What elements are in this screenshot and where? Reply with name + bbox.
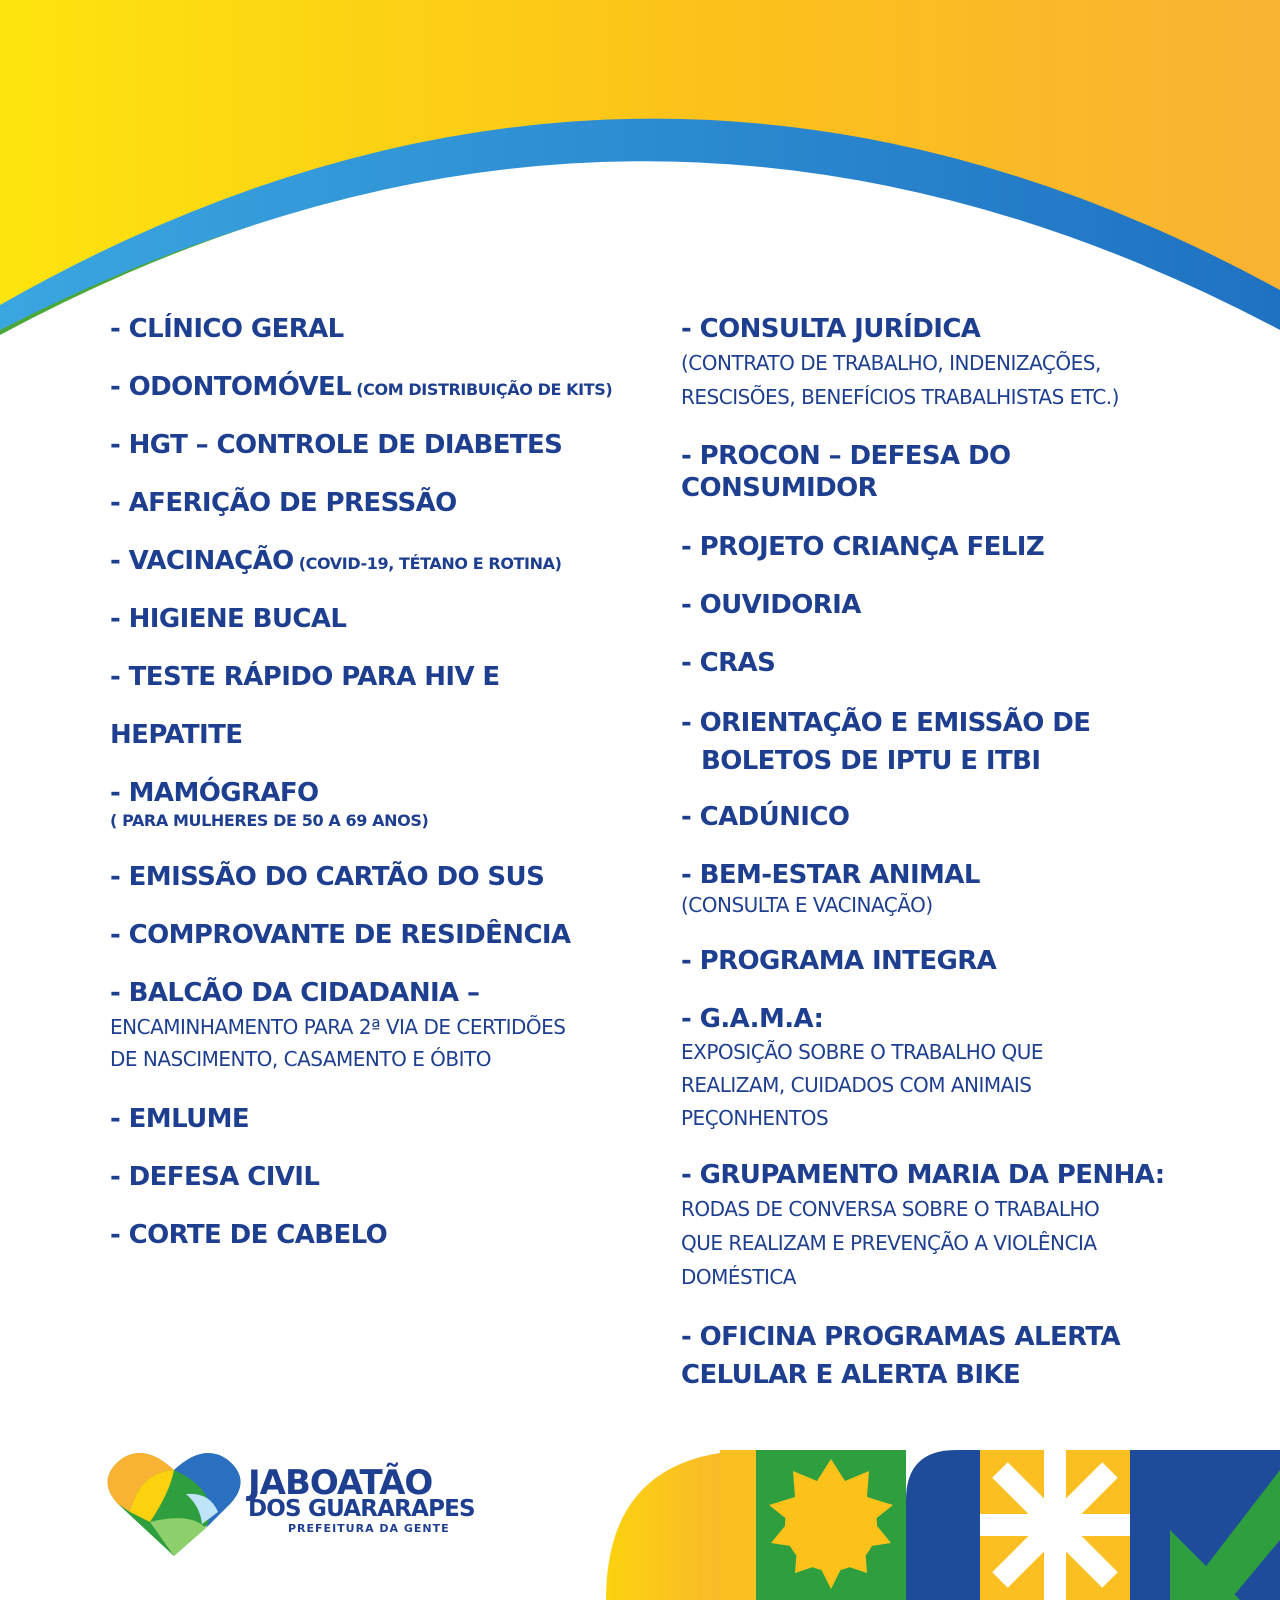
list-item — [110, 1218, 650, 1276]
item-title: - ORIENTAÇÃO E EMISSÃO DE — [681, 708, 1091, 738]
item-description: RODAS DE CONVERSA SOBRE O TRABALHO — [681, 1197, 1100, 1221]
list-item — [110, 370, 650, 428]
item-title: - CONSULTA JURÍDICA — [681, 314, 981, 344]
item-title: - G.A.M.A: — [681, 1004, 824, 1034]
item-description: QUE REALIZAM E PREVENÇÃO A VIOLÊNCIA — [681, 1231, 1097, 1255]
item-title: - BALCÃO DA CIDADANIA – — [110, 978, 480, 1008]
item-description: (CONTRATO DE TRABALHO, INDENIZAÇÕES, — [681, 351, 1101, 375]
list-item — [681, 944, 1201, 1002]
list-item — [110, 1102, 650, 1160]
list-item — [681, 1158, 1201, 1318]
list-item — [110, 486, 650, 544]
list-item — [681, 1002, 1201, 1158]
list-item — [110, 428, 650, 486]
item-note: (COVID-19, TÉTANO E ROTINA) — [298, 554, 562, 573]
item-description: (CONSULTA E VACINAÇÃO) — [681, 893, 933, 917]
item-title: BOLETOS DE IPTU E ITBI — [701, 746, 1041, 776]
list-item — [110, 776, 650, 860]
item-title: - CORTE DE CABELO — [110, 1220, 388, 1250]
list-item — [110, 1160, 650, 1218]
item-title: - DEFESA CIVIL — [110, 1162, 320, 1192]
list-item — [681, 588, 1201, 646]
item-title: - AFERIÇÃO DE PRESSÃO — [110, 488, 457, 518]
item-title: - HGT – CONTROLE DE DIABETES — [110, 430, 563, 460]
item-title: - COMPROVANTE DE RESIDÊNCIA — [110, 920, 571, 950]
item-description: DE NASCIMENTO, CASAMENTO E ÓBITO — [110, 1047, 492, 1071]
list-item — [110, 918, 650, 976]
list-item — [110, 312, 650, 370]
logo-name-line2: DOS GUARARAPES — [248, 1496, 475, 1522]
logo-name-line1: JABOATÃO — [248, 1463, 433, 1503]
list-item — [110, 860, 650, 918]
item-note: (COM DISTRIBUIÇÃO DE KITS) — [356, 380, 613, 399]
left-services-column — [110, 312, 650, 1276]
item-description: DOMÉSTICA — [681, 1265, 796, 1289]
item-title: - VACINAÇÃO — [110, 546, 294, 576]
city-logo-wordmark — [248, 1463, 475, 1535]
item-description: RESCISÕES, BENEFÍCIOS TRABALHISTAS ETC.) — [681, 385, 1119, 409]
item-description: PEÇONHENTOS — [681, 1106, 829, 1130]
list-item — [681, 530, 1201, 588]
item-title: - PROGRAMA INTEGRA — [681, 946, 997, 976]
list-item — [681, 858, 1201, 944]
item-title: - TESTE RÁPIDO PARA HIV E — [110, 662, 500, 692]
list-item — [681, 800, 1201, 858]
item-title: HEPATITE — [110, 720, 243, 750]
item-title: - CRAS — [681, 648, 776, 678]
item-title: - HIGIENE BUCAL — [110, 604, 347, 634]
item-title: CELULAR E ALERTA BIKE — [681, 1360, 1021, 1390]
list-item — [110, 660, 650, 718]
item-title: - EMISSÃO DO CARTÃO DO SUS — [110, 862, 545, 892]
list-item — [681, 440, 1201, 530]
list-item — [110, 602, 650, 660]
item-note: ( PARA MULHERES DE 50 A 69 ANOS) — [110, 811, 429, 830]
item-description: REALIZAM, CUIDADOS COM ANIMAIS — [681, 1073, 1032, 1097]
item-title: - ODONTOMÓVEL — [110, 372, 352, 402]
list-item — [681, 646, 1201, 704]
item-title: - BEM-ESTAR ANIMAL — [681, 860, 980, 890]
list-item — [681, 1318, 1201, 1394]
star-burst-icon — [980, 1450, 1130, 1600]
list-item — [110, 976, 650, 1102]
right-services-column — [681, 312, 1201, 1394]
item-title: - OFICINA PROGRAMAS ALERTA — [681, 1322, 1121, 1352]
item-title: - PROJETO CRIANÇA FELIZ — [681, 532, 1045, 562]
item-title: - OUVIDORIA — [681, 590, 861, 620]
list-item — [681, 312, 1201, 440]
item-description: ENCAMINHAMENTO PARA 2ª VIA DE CERTIDÕES — [110, 1015, 566, 1039]
item-title: - GRUPAMENTO MARIA DA PENHA: — [681, 1160, 1165, 1190]
item-description: EXPOSIÇÃO SOBRE O TRABALHO QUE — [681, 1040, 1043, 1064]
item-title: - PROCON – DEFESA DO — [681, 441, 1011, 471]
item-title: - CLÍNICO GERAL — [110, 314, 344, 344]
item-title: CONSUMIDOR — [681, 473, 878, 503]
bottom-pattern — [606, 1450, 1280, 1600]
item-title: - CADÚNICO — [681, 802, 850, 832]
list-item — [110, 544, 650, 602]
item-title: - EMLUME — [110, 1104, 250, 1134]
item-title: - MAMÓGRAFO — [110, 778, 319, 808]
list-item — [681, 704, 1201, 800]
logo-tagline: PREFEITURA DA GENTE — [288, 1522, 450, 1535]
list-item — [110, 718, 650, 776]
